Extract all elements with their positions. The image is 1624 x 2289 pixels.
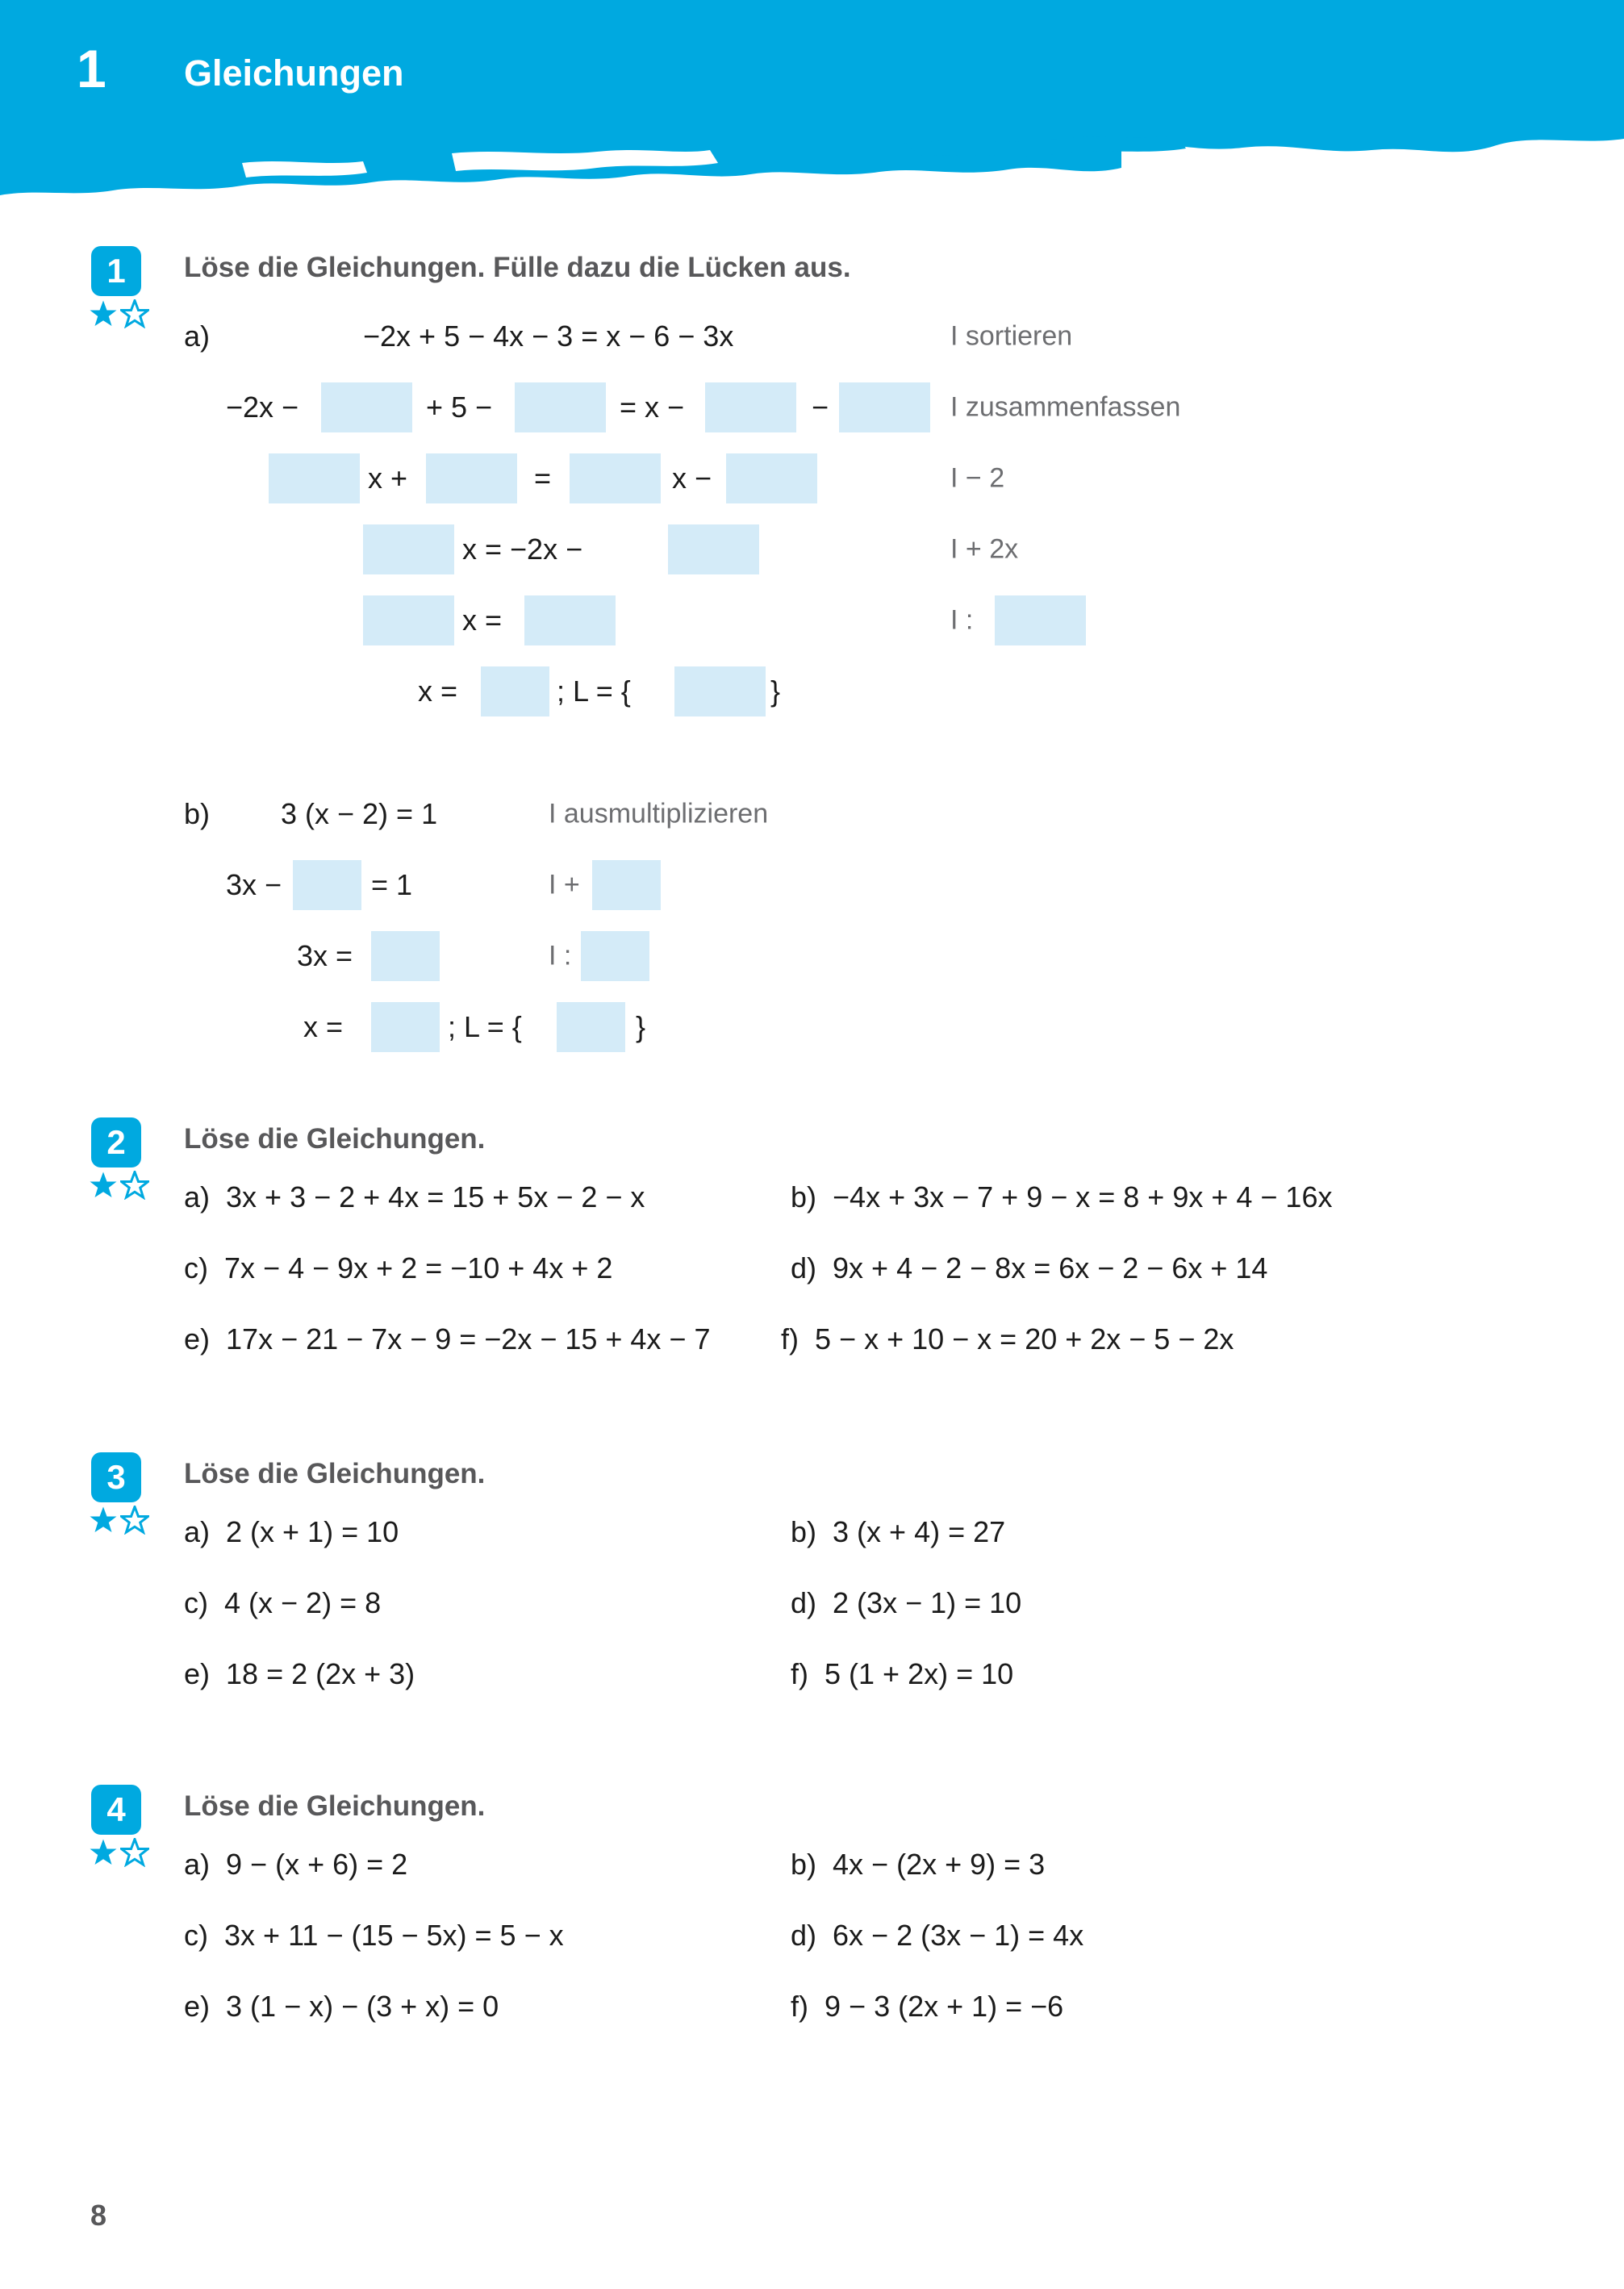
exercise-3-number-badge: 3 xyxy=(91,1452,141,1502)
task-row xyxy=(184,1322,1555,1393)
task-item xyxy=(791,1848,1045,1882)
answer-blank[interactable] xyxy=(363,524,454,574)
brush-stroke-decoration xyxy=(0,121,1624,206)
equation-part: } xyxy=(636,1010,646,1043)
task-equation: 3 (x + 4) = 27 xyxy=(833,1515,1006,1548)
equation-part: } xyxy=(770,675,781,708)
exercise-2-task-list xyxy=(184,1180,1555,1393)
star-filled-icon xyxy=(89,1838,118,1867)
equation-part: 3x = xyxy=(297,939,353,972)
page-header xyxy=(0,0,1624,200)
answer-blank[interactable] xyxy=(371,1002,440,1052)
step-note: I + 2x xyxy=(950,533,1019,565)
answer-blank[interactable] xyxy=(515,382,606,432)
equation-part: x = xyxy=(418,675,458,708)
equation-part: x = xyxy=(462,604,503,637)
task-item xyxy=(791,1251,1267,1285)
equation-part: x = xyxy=(303,1010,344,1043)
equation-part: = xyxy=(534,462,552,495)
task-equation: 9x + 4 − 2 − 8x = 6x − 2 − 6x + 14 xyxy=(833,1251,1268,1284)
equation-part: − xyxy=(812,391,829,424)
exercise-2-number-badge: 2 xyxy=(91,1117,141,1167)
exercise-3-difficulty-stars xyxy=(89,1506,153,1538)
exercise-3-task-list xyxy=(184,1515,1555,1728)
task-equation: 18 = 2 (2x + 3) xyxy=(226,1657,415,1690)
task-label: d) xyxy=(791,1919,825,1952)
task-item xyxy=(791,1657,1013,1691)
task-equation: 2 (x + 1) = 10 xyxy=(226,1515,399,1548)
eq-row xyxy=(184,514,1555,585)
task-row xyxy=(184,1251,1555,1322)
step-note: I − 2 xyxy=(950,462,1005,494)
task-label: f) xyxy=(791,1990,816,2023)
task-item xyxy=(184,1180,645,1214)
task-label: a) xyxy=(184,1180,219,1213)
subpart-label-b: b) xyxy=(184,797,211,830)
answer-blank[interactable] xyxy=(293,860,361,910)
task-row xyxy=(184,1586,1555,1657)
task-label: b) xyxy=(791,1848,825,1881)
step-note: I sortieren xyxy=(950,320,1073,352)
eq-row xyxy=(184,585,1555,656)
star-outline-icon xyxy=(120,1838,149,1867)
answer-blank[interactable] xyxy=(668,524,759,574)
page-number: 8 xyxy=(90,2199,107,2232)
task-equation: 3 (1 − x) − (3 + x) = 0 xyxy=(226,1990,499,2023)
exercise-1b-worked-solution xyxy=(184,779,1555,1063)
task-label: d) xyxy=(791,1586,825,1619)
equation-part: x = −2x − xyxy=(462,533,583,566)
eq-row xyxy=(184,992,1555,1063)
exercise-2-difficulty-stars xyxy=(89,1171,153,1203)
answer-blank[interactable] xyxy=(581,931,649,981)
exercise-1-instruction: Löse die Gleichungen. Fülle dazu die Lücken aus. xyxy=(184,252,851,283)
equation-part: + 5 − xyxy=(426,391,493,424)
task-item xyxy=(791,1515,1005,1549)
task-equation: 9 − 3 (2x + 1) = −6 xyxy=(825,1990,1064,2023)
step-note: I : xyxy=(950,604,974,636)
task-label: b) xyxy=(791,1515,825,1548)
task-item xyxy=(791,1180,1332,1214)
star-filled-icon xyxy=(89,299,118,328)
task-item xyxy=(184,1586,381,1620)
task-item xyxy=(791,1919,1083,1953)
task-label: e) xyxy=(184,1990,219,2023)
step-note: I ausmultiplizieren xyxy=(549,798,769,829)
equation-text: −2x + 5 − 4x − 3 = x − 6 − 3x xyxy=(363,320,734,353)
answer-blank[interactable] xyxy=(995,595,1086,645)
task-equation: 4x − (2x + 9) = 3 xyxy=(833,1848,1046,1881)
task-item xyxy=(184,1990,499,2024)
star-filled-icon xyxy=(89,1171,118,1200)
eq-row xyxy=(184,656,1555,727)
task-label: a) xyxy=(184,1848,219,1881)
answer-blank[interactable] xyxy=(481,666,549,716)
step-note: I + xyxy=(549,869,580,900)
chapter-number: 1 xyxy=(77,39,106,98)
task-equation: 7x − 4 − 9x + 2 = −10 + 4x + 2 xyxy=(224,1251,613,1284)
task-equation: 17x − 21 − 7x − 9 = −2x − 15 + 4x − 7 xyxy=(226,1322,711,1355)
task-item xyxy=(184,1657,415,1691)
star-outline-icon xyxy=(120,1171,149,1200)
task-label: c) xyxy=(184,1586,216,1619)
task-item xyxy=(184,1251,612,1285)
eq-row xyxy=(184,779,1555,850)
task-row xyxy=(184,1657,1555,1728)
page-title: Gleichungen xyxy=(184,52,404,94)
eq-row xyxy=(184,301,1555,372)
task-equation: 5 (1 + 2x) = 10 xyxy=(825,1657,1014,1690)
answer-blank[interactable] xyxy=(726,453,817,503)
exercise-4-number-badge: 4 xyxy=(91,1785,141,1835)
task-item xyxy=(184,1322,710,1356)
task-item xyxy=(184,1515,399,1549)
answer-blank[interactable] xyxy=(363,595,454,645)
task-item xyxy=(781,1322,1234,1356)
answer-blank[interactable] xyxy=(321,382,412,432)
star-filled-icon xyxy=(89,1506,118,1535)
task-equation: 3x + 3 − 2 + 4x = 15 + 5x − 2 − x xyxy=(226,1180,645,1213)
task-label: f) xyxy=(781,1322,807,1355)
answer-blank[interactable] xyxy=(426,453,517,503)
step-note: I : xyxy=(549,940,572,971)
task-equation: 9 − (x + 6) = 2 xyxy=(226,1848,408,1881)
equation-part: −2x − xyxy=(226,391,299,424)
eq-row xyxy=(184,372,1555,443)
task-equation: 5 − x + 10 − x = 20 + 2x − 5 − 2x xyxy=(815,1322,1234,1355)
equation-part: ; L = { xyxy=(557,675,631,708)
equation-text: 3 (x − 2) = 1 xyxy=(281,797,438,830)
answer-blank[interactable] xyxy=(570,453,661,503)
star-outline-icon xyxy=(120,299,149,328)
equation-part: ; L = { xyxy=(448,1010,522,1043)
task-equation: 4 (x − 2) = 8 xyxy=(224,1586,382,1619)
exercise-4-task-list xyxy=(184,1848,1555,2061)
task-equation: 2 (3x − 1) = 10 xyxy=(833,1586,1022,1619)
answer-blank[interactable] xyxy=(592,860,661,910)
exercise-1-difficulty-stars xyxy=(89,299,153,332)
task-item xyxy=(184,1848,407,1882)
task-label: e) xyxy=(184,1322,219,1355)
task-label: a) xyxy=(184,1515,219,1548)
exercise-3-instruction: Löse die Gleichungen. xyxy=(184,1458,486,1489)
answer-blank[interactable] xyxy=(674,666,766,716)
equation-part: = 1 xyxy=(371,868,413,901)
exercise-1-number-badge: 1 xyxy=(91,246,141,296)
task-label: e) xyxy=(184,1657,219,1690)
task-row xyxy=(184,1848,1555,1919)
task-label: f) xyxy=(791,1657,816,1690)
eq-row xyxy=(184,443,1555,514)
task-row xyxy=(184,1515,1555,1586)
exercise-4-instruction: Löse die Gleichungen. xyxy=(184,1790,486,1822)
exercise-2-instruction: Löse die Gleichungen. xyxy=(184,1123,486,1155)
task-item xyxy=(184,1919,564,1953)
answer-blank[interactable] xyxy=(705,382,796,432)
star-outline-icon xyxy=(120,1506,149,1535)
equation-part: x − xyxy=(672,462,712,495)
task-label: d) xyxy=(791,1251,825,1284)
task-row xyxy=(184,1919,1555,1990)
task-item xyxy=(791,1586,1021,1620)
eq-row xyxy=(184,850,1555,921)
eq-row xyxy=(184,921,1555,992)
answer-blank[interactable] xyxy=(839,382,930,432)
task-item xyxy=(791,1990,1063,2024)
answer-blank[interactable] xyxy=(371,931,440,981)
task-equation: −4x + 3x − 7 + 9 − x = 8 + 9x + 4 − 16x xyxy=(833,1180,1333,1213)
task-equation: 6x − 2 (3x − 1) = 4x xyxy=(833,1919,1084,1952)
task-label: c) xyxy=(184,1919,216,1952)
step-note: I zusammenfassen xyxy=(950,391,1181,423)
equation-part: = x − xyxy=(620,391,685,424)
answer-blank[interactable] xyxy=(557,1002,625,1052)
exercise-4-difficulty-stars xyxy=(89,1838,153,1870)
task-label: b) xyxy=(791,1180,825,1213)
answer-blank[interactable] xyxy=(269,453,360,503)
answer-blank[interactable] xyxy=(524,595,616,645)
equation-part: 3x − xyxy=(226,868,282,901)
task-label: c) xyxy=(184,1251,216,1284)
task-row xyxy=(184,1180,1555,1251)
equation-part: x + xyxy=(368,462,408,495)
subpart-label-a: a) xyxy=(184,320,211,353)
task-equation: 3x + 11 − (15 − 5x) = 5 − x xyxy=(224,1919,564,1952)
task-row xyxy=(184,1990,1555,2061)
exercise-1a-worked-solution xyxy=(184,301,1555,727)
